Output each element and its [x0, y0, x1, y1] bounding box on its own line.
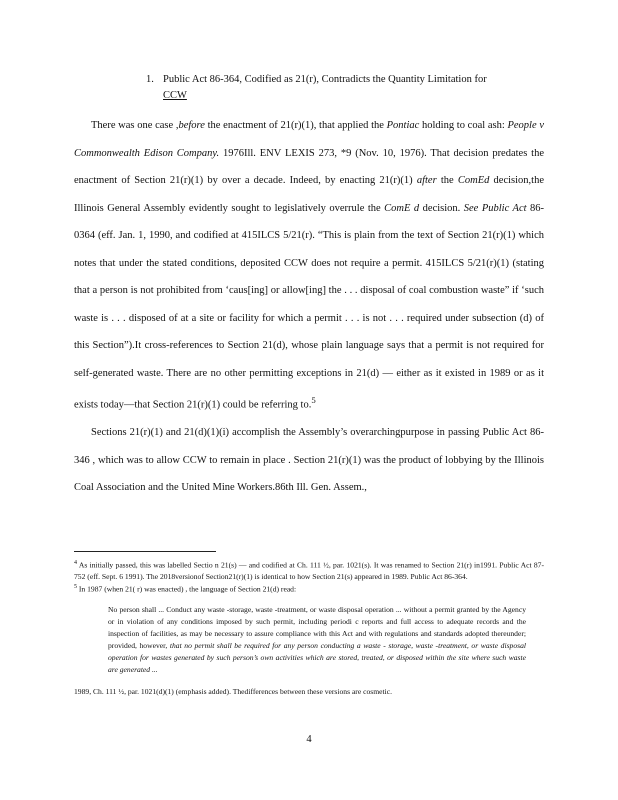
footnote-citation: 1989, Ch. 111 ½, par. 1021(d)(1) (emphasis added). Thedifferences between these versions are cosmetic. [74, 687, 392, 697]
footnotes [74, 558, 544, 697]
footnote-ref-5: 5 [311, 395, 316, 405]
body-text [74, 112, 544, 502]
paragraph-1: There was one case ,before the enactment of 21(r)(1), that applied the Pontiac holding to coal ash: People v Commonwealth Edison Company. 1976Ill. ENV LEXIS 273, *9 (Nov. 10, 1976). That decision predates the enactment of Section 21(r)(1) by over a decade. Indeed, by enacting 21(r)(1) after the ComEd decision,the Illinois General Assembly evidently sought to legislatively overrule the ComE d decision. See Public Act 86- 0364 (eff. Jan. 1, 1990, and codified at 415ILCS 5/21(r). “This is plain from the text of Section 21(r)(1) which notes that under the stated conditions, deposited CCW does not require a permit. 415ILCS 5/21(r)(1) (stating that a person is not prohibited from ‘caus[ing] or allow[ing] the . . . disposal of coal combustion waste” if ‘such waste is . . . disposed of at a site or facility for which a permit . . . is not . . . required under subsection (d) of this Section”).It cross-references to Section 21(d), whose plain language says that a permit is not required for self-generated waste. There are no other permitting exceptions in 21(d) — either as it existed in 1989 or as it exists today—that Section 21(r)(1) could be referring to.$^5$ [74, 120, 545, 411]
block-quote: No person shall ... Conduct any waste -storage, waste -treatment, or waste disposal operation ... without a permit granted by the Agency or in violation of any conditions imposed by such permit, including periodi c reports and full access to adequate records and the inspection of facilities, as may be necessary to assure compliance with this Act and with regulations and standards adopted thereunder; provided, however, that no permit shall be required for any person conducting a waste - storage, waste -treatment, or waste disposal operation for wastes generated by such person’s own activities which are stored, treated, or disposed within the site where such waste are generated ... [108, 605, 526, 675]
paragraph-2: Sections 21(r)(1) and 21(d)(1)(i) accomplish the Assembly’s overarchingpurpose in passing Public Act 86-346 , which was to allow CCW to remain in place . Section 21(r)(1) was the product of lobbying by the Illinois Coal Association and the United Mine Workers.86th Ill. Gen. Assem., [74, 427, 544, 493]
page-number: 4 [306, 734, 312, 745]
heading-number: 1. [146, 74, 154, 85]
footnote-5: $^5$ In 1987 (when 21( r) was enacted) , the language of Section 21(d) read: [74, 583, 297, 594]
footnote-divider [74, 551, 216, 552]
heading-text: Public Act 86-364, Codified as 21(r), Contradicts the Quantity Limitation for CCW [163, 74, 487, 101]
heading-underlined: CCW [163, 90, 187, 101]
footnote-4: $^4$ As initially passed, this was labelled Sectio n 21(s) — and codified at Ch. 111 ½, par. 1021(s). It was renamed to Section 21(r) in1991. Public Act 87-752 (eff. Sept. 6 1991). The 2018versionof Section21(r)(1) is identical to how Section 21(s) appeared in 1989. Public Act 86-364. [74, 560, 544, 581]
